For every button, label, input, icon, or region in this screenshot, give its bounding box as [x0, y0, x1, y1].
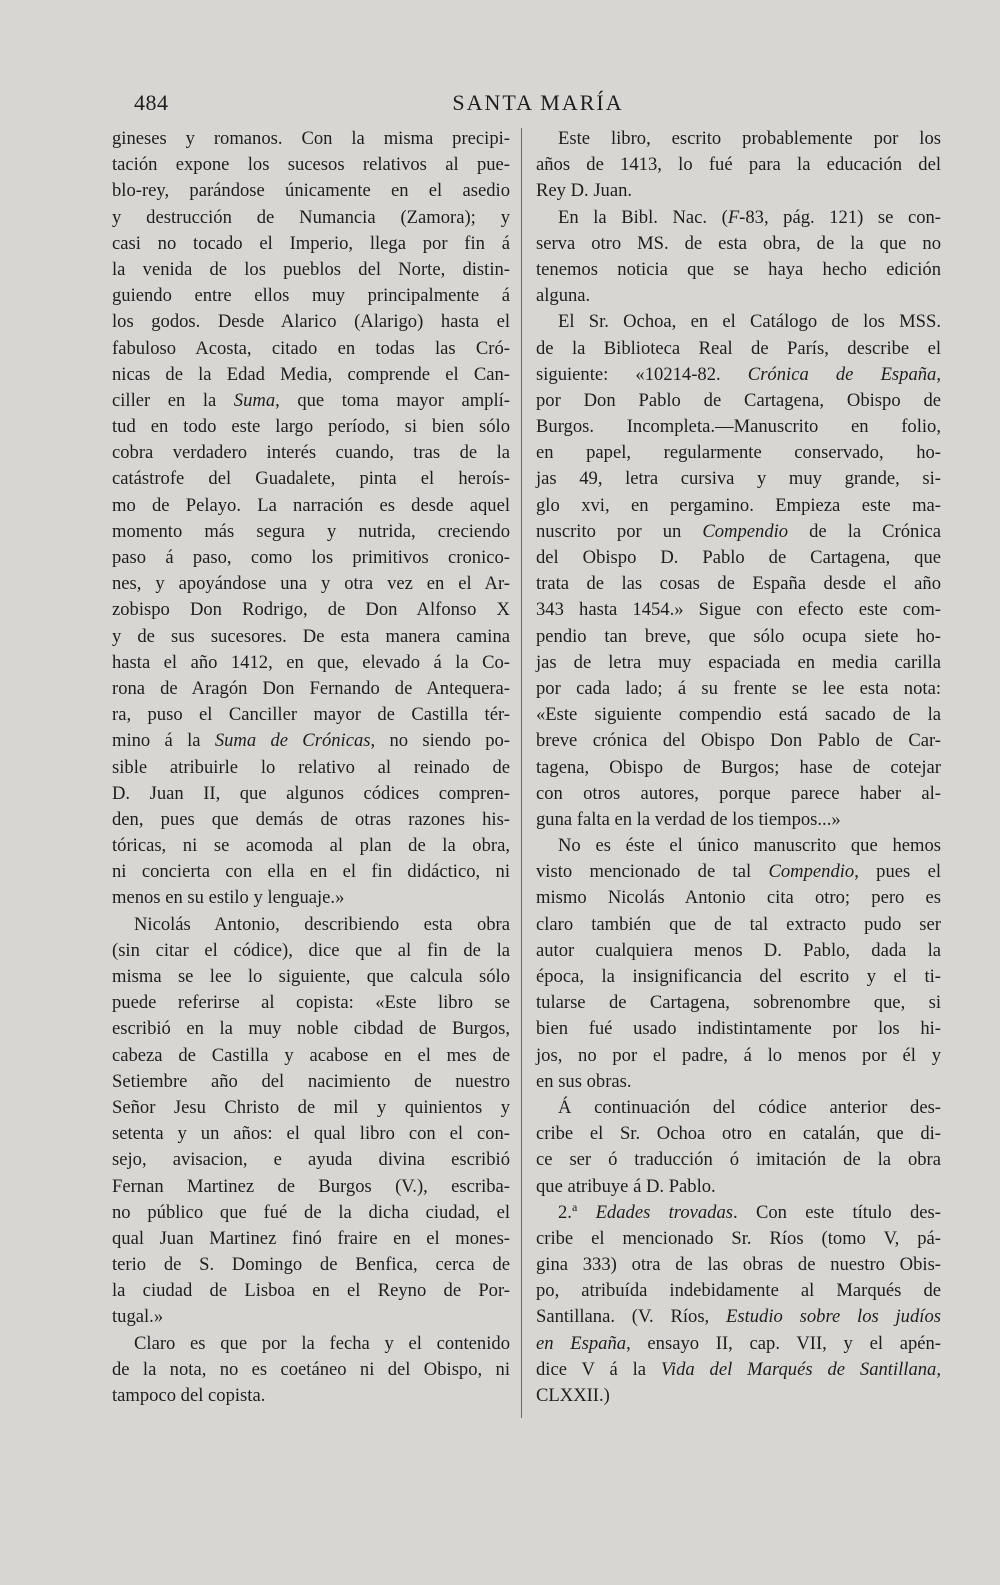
text-line: fabuloso Acosta, citado en todas las Cró- — [112, 337, 510, 359]
text-line: siguiente: «10214-82. Crónica de España, — [536, 363, 942, 385]
text-line: D. Juan II, que algunos códices compren- — [112, 782, 510, 804]
text-line: nes, y apoyándose una y otra vez en el Ar- — [112, 573, 510, 595]
text-line: ce ser ó traducción ó imitación de la obra — [536, 1149, 941, 1171]
text-line: tugal.» — [112, 1306, 164, 1328]
text-line: ni concierta con ella en el fin didáctico, ni — [112, 861, 510, 883]
text-line: tenemos noticia que se haya hecho edición — [536, 258, 941, 280]
text-line: misma se lee lo siguiente, que calcula sólo — [112, 966, 510, 987]
text-line: Claro es que por la fecha y el contenido — [134, 1332, 510, 1354]
text-line: serva otro MS. de esta obra, de la que no — [536, 232, 941, 254]
text-line: den, pues que demás de otras razones his- — [112, 808, 510, 830]
text-line: Señor Jesu Christo de mil y quinientos y — [112, 1096, 510, 1118]
text-line: los godos. Desde Alarico (Alarigo) hasta el — [112, 311, 510, 333]
text-line: jas 49, letra cursiva y muy grande, si- — [536, 468, 941, 490]
text-line: nicas de la Edad Media, comprende el Can- — [112, 363, 510, 385]
text-line: (sin citar el códice), dice que al fin de la — [112, 939, 510, 961]
text-line: por Don Pablo de Cartagena, Obispo de — [536, 389, 941, 411]
text-line: sible atribuirle lo relativo al reinado de — [112, 756, 510, 778]
text-line: paso á paso, como los primitivos cronico- — [112, 547, 510, 568]
text-line: terio de S. Domingo de Benfica, cerca de — [112, 1254, 510, 1276]
text-line: y destrucción de Numancia (Zamora); y — [112, 206, 510, 228]
text-line: autor cualquiera menos D. Pablo, dada la — [536, 939, 941, 961]
text-line: puede referirse al copista: «Este libro se — [112, 992, 510, 1014]
text-line: la ciudad de Lisboa en el Reyno de Por- — [112, 1280, 510, 1302]
text-line: po, atribuída indebidamente al Marqués de — [536, 1280, 941, 1302]
text-line: cobra verdadero interés cuando, tras de la — [112, 442, 510, 464]
text-line: no público que fué de la dicha ciudad, el — [112, 1201, 510, 1223]
text-line: glo xvi, en pergamino. Empieza este ma- — [536, 494, 941, 516]
text-line: hasta el año 1412, en que, elevado á la Co- — [112, 651, 510, 673]
text-line: zobispo Don Rodrigo, de Don Alfonso X — [112, 599, 510, 621]
text-line: en España, ensayo II, cap. VII, y el apén- — [536, 1332, 942, 1354]
text-line: guiendo entre ellos muy principalmente á — [112, 285, 510, 307]
text-line: tud en todo este largo período, si bien sólo — [112, 416, 510, 438]
text-line: tación expone los sucesos relativos al pue- — [112, 154, 510, 176]
text-line: en papel, regularmente conservado, ho- — [536, 442, 941, 464]
text-line: escribió en la muy noble cibdad de Burgos, — [112, 1018, 510, 1040]
text-line: qual Juan Martinez finó fraire en el mones- — [112, 1227, 510, 1249]
text-line: catástrofe del Guadalete, pinta el heroís- — [112, 468, 510, 490]
text-line: Setiembre año del nacimiento de nuestro — [112, 1070, 510, 1092]
text-line: setenta y un años: el qual libro con el con- — [112, 1123, 510, 1145]
text-line: Fernan Martinez de Burgos (V.), escriba- — [112, 1175, 510, 1197]
text-line: claro también que de tal extracto pudo ser — [536, 913, 941, 935]
text-line: pendio tan breve, que sólo ocupa siete ho- — [536, 625, 941, 647]
text-line: blo-rey, parándose únicamente en el asedio — [112, 180, 510, 202]
text-line: cabeza de Castilla y acabose en el mes de — [112, 1044, 510, 1066]
text-line: dice V á la Vida del Marqués de Santillana, — [536, 1358, 941, 1380]
text-line: nuscrito por un Compendio de la Crónica — [536, 520, 941, 542]
text-line: gina 333) otra de las obras de nuestro Obis- — [536, 1254, 941, 1276]
text-line: cribe el mencionado Sr. Ríos (tomo V, pá- — [536, 1227, 941, 1249]
text-line: El Sr. Ochoa, en el Catálogo de los MSS. — [558, 311, 941, 333]
text-line: gineses y romanos. Con la misma precipi- — [112, 128, 510, 149]
text-line: tóricas, ni se acomoda al plan de la obra, — [112, 835, 510, 857]
text-line: Santillana. (V. Ríos, Estudio sobre los judíos — [536, 1306, 941, 1328]
text-line: tagena, Obispo de Burgos; hase de cotejar — [536, 756, 941, 778]
text-line: Rey D. Juan. — [536, 180, 633, 202]
text-line: de la Biblioteca Real de París, describe el — [536, 337, 941, 359]
text-line: rona de Aragón Don Fernando de Antequera- — [112, 677, 510, 699]
text-line: que atribuye á D. Pablo. — [536, 1175, 716, 1197]
text-line: por cada lado; á su frente se lee esta nota: — [536, 677, 941, 699]
text-line: En la Bibl. Nac. (F-83, pág. 121) se con- — [558, 206, 941, 228]
text-line: cribe el Sr. Ochoa otro en catalán, que di- — [536, 1123, 941, 1145]
text-line: bien fué usado indistintamente por los hi- — [536, 1018, 941, 1040]
text-line: trata de las cosas de España desde el año — [536, 573, 941, 595]
text-line: menos en su estilo y lenguaje.» — [112, 887, 345, 909]
text-line: jas de letra muy espaciada en media carilla — [536, 651, 941, 673]
text-line: momento más segura y nutrida, creciendo — [112, 520, 510, 542]
running-head: SANTA MARÍA — [452, 90, 624, 115]
text-line: Nicolás Antonio, describiendo esta obra — [134, 913, 510, 935]
text-line: 343 hasta 1454.» Sigue con efecto este com- — [536, 599, 941, 621]
text-line: en sus obras. — [536, 1070, 632, 1092]
text-line: la venida de los pueblos del Norte, distin- — [112, 258, 510, 280]
text-line: con otros autores, porque parece haber al- — [536, 782, 941, 804]
text-line: del Obispo D. Pablo de Cartagena, que — [536, 547, 941, 568]
text-line: casi no tocado el Imperio, llega por fin á — [112, 232, 510, 254]
page-header — [134, 90, 942, 124]
text-line: ciller en la Suma, que toma mayor amplí- — [112, 389, 511, 411]
text-line: guna falta en la verdad de los tiempos...» — [536, 808, 841, 830]
text-line: tularse de Cartagena, sobrenombre que, si — [536, 992, 941, 1014]
text-line: Á continuación del códice anterior des- — [558, 1096, 941, 1118]
text-line: 2.$^a$ Edades trovadas. Con este título des- — [558, 1199, 941, 1223]
text-line: tampoco del copista. — [112, 1385, 266, 1406]
text-line: sejo, avisacion, e ayuda divina escribió — [112, 1149, 510, 1171]
text-line: ra, puso el Canciller mayor de Castilla tér- — [112, 704, 510, 726]
text-line: de la nota, no es coetáneo ni del Obispo, ni — [112, 1358, 510, 1380]
text-line: breve crónica del Obispo Don Pablo de Car- — [536, 730, 941, 752]
page-number: 484 — [134, 90, 169, 115]
text-line: Burgos. Incompleta.—Manuscrito en folio, — [536, 416, 941, 438]
right-column — [536, 126, 941, 1409]
text-line: jos, no por el padre, á lo menos por él y — [536, 1044, 941, 1066]
text-line: mino á la Suma de Crónicas, no siendo po- — [112, 730, 510, 752]
text-line: visto mencionado de tal Compendio, pues el — [536, 861, 941, 883]
text-line: alguna. — [536, 285, 591, 307]
text-line: Este libro, escrito probablemente por los — [558, 128, 941, 149]
column-divider — [521, 128, 522, 1418]
text-line: época, la insignificancia del escrito y el ti- — [536, 966, 941, 987]
text-line: mismo Nicolás Antonio cita otro; pero es — [536, 887, 941, 909]
text-line: y de sus sucesores. De esta manera camina — [112, 625, 510, 647]
text-line: mo de Pelayo. La narración es desde aquel — [112, 494, 510, 516]
text-line: «Este siguiente compendio está sacado de la — [536, 704, 941, 726]
text-line: CLXXII.) — [536, 1385, 610, 1406]
left-column — [112, 126, 510, 1409]
text-line: No es éste el único manuscrito que hemos — [558, 835, 941, 857]
text-line: años de 1413, lo fué para la educación del — [536, 154, 941, 176]
